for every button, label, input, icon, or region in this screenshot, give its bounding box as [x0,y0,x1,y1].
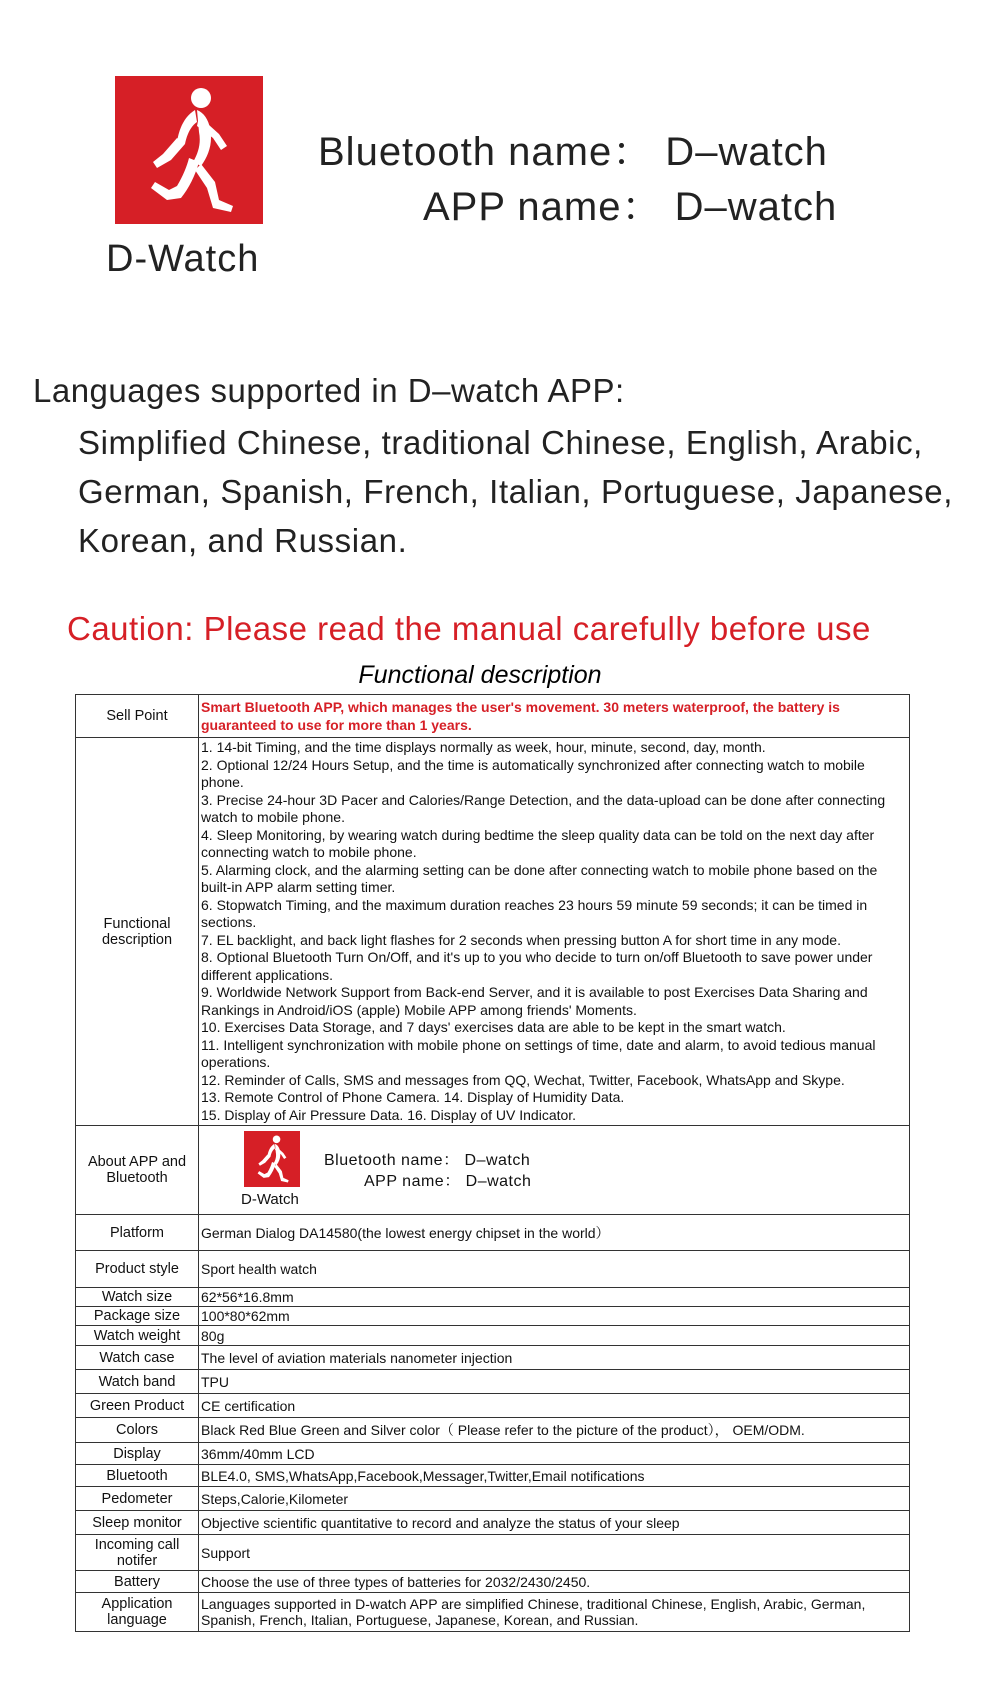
row-key: Watch size [76,1288,199,1307]
caution-text: Caution: Please read the manual carefully before use [67,610,871,647]
row-key: Incoming call notifer [76,1535,199,1571]
row-key: Battery [76,1571,199,1593]
table-row [76,738,910,1126]
feature-item: 2. Optional 12/24 Hours Setup, and the time is automatically synchronized after connecting watch to mobile phone. [201,756,865,790]
table-row [76,1215,910,1251]
feature-item: 12. Reminder of Calls, SMS and messages from QQ, Wechat, Twitter, Facebook, WhatsApp and Skype. [201,1071,845,1088]
row-key: Display [76,1443,199,1465]
row-value: 62*56*16.8mm [199,1288,910,1307]
row-key: Colors [76,1418,199,1443]
row-value: 80g [199,1326,910,1346]
runner-icon [115,76,263,224]
functional-description-title: Functional description [358,661,602,689]
row-key: Watch band [76,1370,199,1394]
table-row [76,1593,910,1632]
row-key: Sell Point [76,695,199,738]
table-row [76,1370,910,1394]
table-row [76,1346,910,1370]
languages-heading: Languages supported in D–watch APP: [33,372,625,409]
d-watch-logo-small [244,1131,300,1187]
row-key: Product style [76,1251,199,1288]
row-key: Green Product [76,1394,199,1418]
table-row [76,1535,910,1571]
feature-item: 9. Worldwide Network Support from Back-end Server, and it is available to post Exercises Data Sharing and Rankings in Android/iOS (apple) Mobile APP among friends' Moments. [201,984,868,1018]
row-key: Package size [76,1307,199,1326]
table-row [76,1251,910,1288]
row-value: Steps,Calorie,Kilometer [199,1487,910,1511]
row-value: Languages supported in D-watch APP are simplified Chinese, traditional Chinese, English, Arabic, German, Spanish, French, Italian, Portuguese, Japanese, Korean, and Russian. [199,1593,910,1632]
runner-icon [244,1131,300,1187]
feature-item: 4. Sleep Monitoring, by wearing watch during bedtime the sleep quality data can be told on the next day after connecting watch to mobile phone. [201,826,875,860]
feature-item: 8. Optional Bluetooth Turn On/Off, and it's up to you who decide to turn on/off Bluetooth to save power under different applications. [201,949,873,983]
feature-item: 15. Display of Air Pressure Data. 16. Display of UV Indicator. [201,1106,577,1123]
row-value: The level of aviation materials nanometer injection [199,1346,910,1370]
row-key: Watch case [76,1346,199,1370]
feature-item: 7. EL backlight, and back light flashes for 2 seconds when pressing button A for short time in any mode. [201,931,841,948]
row-value: Choose the use of three types of batteries for 2032/2430/2450. [199,1571,910,1593]
feature-item: 10. Exercises Data Storage, and 7 days' exercises data are able to be kept in the smart watch. [201,1019,786,1035]
row-key: Platform [76,1215,199,1251]
app-name-small: APP name： D–watch [364,1173,532,1190]
app-name-line: APP name： D–watch [423,185,838,229]
table-row [76,1326,910,1346]
row-value: 100*80*62mm [199,1307,910,1326]
table-row [76,1307,910,1326]
table-row [76,1288,910,1307]
bluetooth-name-small: Bluetooth name： D–watch [324,1152,531,1169]
functional-list [199,738,910,1126]
row-key: Pedometer [76,1487,199,1511]
feature-item: 6. Stopwatch Timing, and the maximum duration reaches 23 hours 59 minute 59 seconds; it can be timed in sections. [201,896,868,930]
row-key: Application language [76,1593,199,1632]
row-value: Support [199,1535,910,1571]
table-row [76,1443,910,1465]
row-value: German Dialog DA14580(the lowest energy chipset in the world） [199,1215,910,1251]
table-row [76,1418,910,1443]
bluetooth-name-line: Bluetooth name： D–watch [318,130,828,174]
table-row [76,1511,910,1535]
languages-list: Simplified Chinese, traditional Chinese, English, Arabic, German, Spanish, French, Italian, Portuguese, Japanese, Korean, and Russian. [78,424,953,559]
feature-item: 13. Remote Control of Phone Camera. 14. Display of Humidity Data. [201,1089,625,1105]
feature-item: 1. 14-bit Timing, and the time displays normally as week, hour, minute, second, day, month. [201,739,766,755]
row-key: Functional description [76,738,199,1126]
row-value: BLE4.0, SMS,WhatsApp,Facebook,Messager,Twitter,Email notifications [199,1465,910,1487]
row-value: 36mm/40mm LCD [199,1443,910,1465]
row-value: Objective scientific quantitative to record and analyze the status of your sleep [199,1511,910,1535]
feature-item: 5. Alarming clock, and the alarming setting can be done after connecting watch to mobile phone based on the built-in APP alarm setting timer. [201,861,878,895]
row-value: Sport health watch [199,1251,910,1288]
table-row [76,1465,910,1487]
row-key: Watch weight [76,1326,199,1346]
row-value: Black Red Blue Green and Silver color（ Please refer to the picture of the product）， OEM/ODM. [199,1418,910,1443]
about-app-cell [199,1126,910,1215]
row-value: TPU [199,1370,910,1394]
sell-point-value: Smart Bluetooth APP, which manages the user's movement. 30 meters waterproof, the battery is guaranteed to use for more than 1 years. [199,695,910,738]
table-row [76,1487,910,1511]
table-row [76,1571,910,1593]
row-key: Bluetooth [76,1465,199,1487]
brand-name-small: D-Watch [241,1191,299,1208]
row-key: About APP and Bluetooth [76,1126,199,1215]
table-row [76,695,910,738]
d-watch-logo [115,76,263,224]
table-row [76,1126,910,1215]
feature-item: 3. Precise 24-hour 3D Pacer and Calories/Range Detection, and the data-upload can be done after connecting watch to mobile phone. [201,791,886,825]
brand-name: D-Watch [106,238,260,280]
row-key: Sleep monitor [76,1511,199,1535]
table-row [76,1394,910,1418]
feature-item: 11. Intelligent synchronization with mobile phone on settings of time, date and alarm, to avoid tedious manual operations. [201,1036,876,1070]
row-value: CE certification [199,1394,910,1418]
spec-table [75,694,910,1632]
